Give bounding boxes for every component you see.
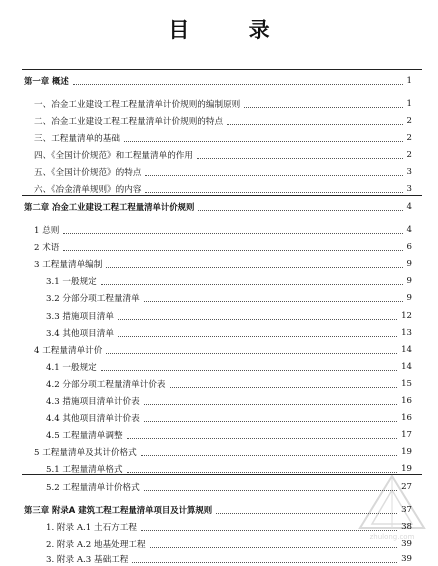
toc-page-number: 4 (406, 202, 412, 212)
chapter-divider (22, 69, 422, 70)
toc-row[interactable] (0, 377, 412, 391)
toc-entry-title: 4.5 工程量清单调整 (46, 431, 123, 441)
toc-page-number: 2 (406, 150, 412, 160)
toc-row[interactable] (0, 445, 412, 459)
toc-entry-title: 一、冶金工业建设工程工程量清单计价规则的编制原则 (34, 100, 241, 110)
dot-leader (197, 158, 403, 159)
toc-entry-title: 3 工程量清单编制 (34, 260, 103, 270)
toc-row[interactable] (0, 326, 412, 340)
dot-leader (198, 210, 402, 211)
toc-row[interactable] (0, 274, 412, 288)
toc-chapter-row[interactable] (0, 503, 412, 517)
dot-leader (63, 250, 402, 251)
dot-leader (141, 455, 397, 456)
toc-page-number: 4 (406, 225, 412, 235)
dot-leader (144, 404, 397, 405)
toc-entry-title: 2. 附录 A.2 地基处理工程 (46, 540, 146, 550)
toc-page-number: 37 (401, 505, 412, 515)
toc-entry-title: 三、工程量清单的基础 (34, 134, 120, 144)
dot-leader (63, 233, 402, 234)
toc-page-number: 1 (406, 76, 412, 86)
toc-page-number: 38 (401, 522, 412, 532)
toc-row[interactable] (0, 411, 412, 425)
toc-page-number: 9 (406, 259, 412, 269)
toc-entry-title: 5 工程量清单及其计价格式 (34, 448, 137, 458)
toc-row[interactable] (0, 223, 412, 237)
dot-leader (144, 490, 397, 491)
toc-row[interactable] (0, 552, 412, 566)
toc-page-number: 13 (401, 328, 412, 338)
toc-entry-title: 1 总则 (34, 226, 60, 236)
toc-page-number: 9 (406, 293, 412, 303)
toc-row[interactable] (0, 360, 412, 374)
toc-entry-title: 3. 附录 A.3 基础工程 (46, 555, 129, 565)
toc-page-number: 16 (401, 396, 412, 406)
toc-entry-title: 3.4 其他项目清单 (46, 329, 114, 339)
dot-leader (145, 175, 402, 176)
toc-page-number: 19 (401, 464, 412, 474)
toc-page-number: 2 (406, 116, 412, 126)
toc-page-number: 14 (401, 345, 412, 355)
dot-leader (145, 192, 402, 193)
dot-leader (73, 84, 403, 85)
dot-leader (124, 141, 403, 142)
dot-leader (132, 562, 397, 563)
toc-entry-title: 第二章 冶金工业建设工程工程量清单计价规则 (24, 202, 195, 212)
toc-page-number: 14 (401, 362, 412, 372)
toc-entry-title: 4.2 分部分项工程量清单计价表 (46, 380, 166, 390)
dot-leader (118, 319, 397, 320)
toc-entry-title: 2 术语 (34, 243, 60, 253)
toc-row[interactable] (0, 480, 412, 494)
dot-leader (227, 124, 402, 125)
toc-page-number: 9 (406, 276, 412, 286)
toc-row[interactable] (0, 148, 412, 162)
dot-leader (118, 336, 397, 337)
toc-entry-title: 二、冶金工业建设工程工程量清单计价规则的特点 (34, 117, 224, 127)
toc-row[interactable] (0, 309, 412, 323)
toc-entry-title: 第三章 附录A 建筑工程工程量清单项目及计算规则 (24, 505, 213, 515)
toc-row[interactable] (0, 462, 412, 476)
dot-leader (127, 438, 398, 439)
dot-leader (127, 472, 398, 473)
dot-leader (101, 284, 403, 285)
toc-row[interactable] (0, 291, 412, 305)
toc-page-number: 39 (401, 539, 412, 549)
toc-entry-title: 四、《全国计价规范》和工程量清单的作用 (34, 151, 193, 161)
toc-page-number: 17 (401, 430, 412, 440)
toc-entry-title: 5.2 工程量清单计价格式 (46, 483, 140, 493)
dot-leader (216, 513, 397, 514)
page-title: 目 录 (168, 18, 296, 42)
toc-entry-title: 1. 附录 A.1 土石方工程 (46, 523, 137, 533)
toc-page-number: 39 (401, 554, 412, 564)
toc-row[interactable] (0, 343, 412, 357)
toc-page-number: 15 (401, 379, 412, 389)
toc-entry-title: 5.1 工程量清单格式 (46, 465, 123, 475)
dot-leader (144, 301, 403, 302)
dot-leader (144, 421, 397, 422)
toc-page-number: 3 (406, 184, 412, 194)
toc-row[interactable] (0, 240, 412, 254)
toc-entry-title: 3.3 措施项目清单 (46, 312, 114, 322)
toc-row[interactable] (0, 97, 412, 111)
toc-entry-title: 第一章 概述 (24, 76, 69, 86)
dot-leader (150, 547, 398, 548)
toc-entry-title: 六、《冶金清单规则》的内容 (34, 185, 142, 195)
toc-page-number: 19 (401, 447, 412, 457)
dot-leader (170, 387, 398, 388)
toc-entry-title: 五、《全国计价规范》的特点 (34, 168, 142, 178)
toc-page-number: 27 (401, 482, 412, 492)
toc-page-number: 16 (401, 413, 412, 423)
toc-row[interactable] (0, 394, 412, 408)
toc-row[interactable] (0, 131, 412, 145)
dot-leader (106, 353, 397, 354)
toc-chapter-row[interactable] (0, 74, 412, 88)
dot-leader (106, 267, 402, 268)
toc-row[interactable] (0, 114, 412, 128)
toc-row[interactable] (0, 182, 412, 196)
toc-row[interactable] (0, 428, 412, 442)
toc-page-number: 12 (401, 311, 412, 321)
toc-page-number: 1 (406, 99, 412, 109)
toc-page-number: 6 (406, 242, 412, 252)
toc-chapter-row[interactable] (0, 200, 412, 214)
toc-row[interactable] (0, 537, 412, 551)
watermark-text: zhulong.com (369, 533, 415, 541)
toc-row[interactable] (0, 520, 412, 534)
toc-entry-title: 4 工程量清单计价 (34, 346, 103, 356)
toc-entry-title: 4.1 一般规定 (46, 363, 97, 373)
toc-page-number: 3 (406, 167, 412, 177)
toc-row[interactable] (0, 257, 412, 271)
toc-entry-title: 4.3 措施项目清单计价表 (46, 397, 140, 407)
dot-leader (141, 530, 397, 531)
toc-row[interactable] (0, 165, 412, 179)
toc-entry-title: 3.1 一般规定 (46, 277, 97, 287)
dot-leader (244, 107, 402, 108)
toc-entry-title: 4.4 其他项目清单计价表 (46, 414, 140, 424)
toc-entry-title: 3.2 分部分项工程量清单 (46, 294, 140, 304)
toc-page-number: 2 (406, 133, 412, 143)
dot-leader (101, 370, 397, 371)
